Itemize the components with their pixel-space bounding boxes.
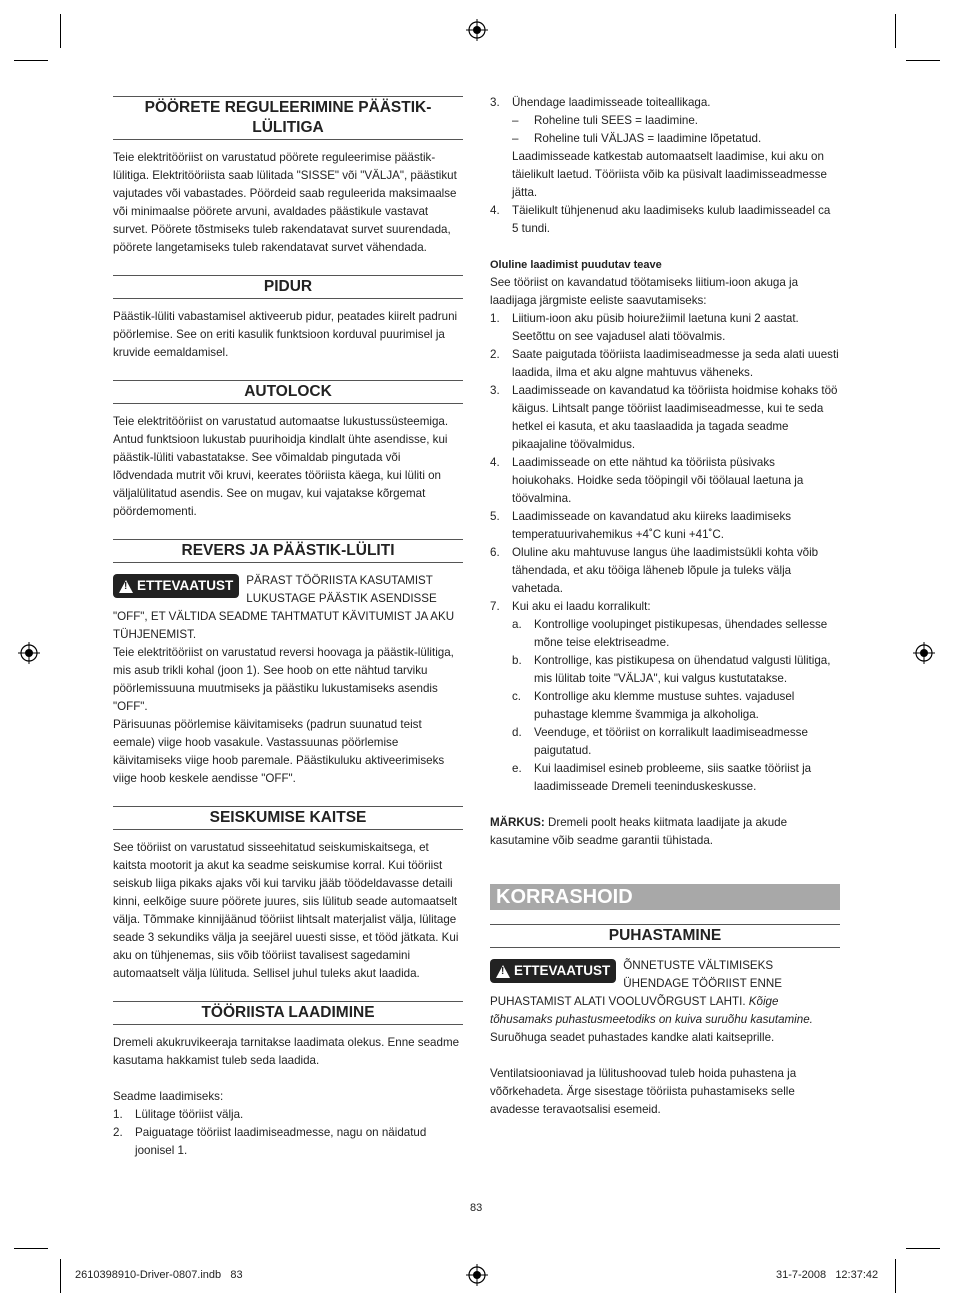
crop-mark (14, 1248, 48, 1249)
paragraph: Ventilatsiooniavad ja lülitushoovad tuleb hoida puhastena ja võõrkehadeta. Ärge sisestage tööriista puhastamiseks selle avadesse teravaotsalisi esemeid. (490, 1067, 797, 1116)
paragraph-text: Suruõhuga seadet puhastades kandke alati kaitseprille. (490, 1031, 775, 1044)
crop-mark (895, 14, 896, 48)
section-heading: REVERS JA PÄÄSTIK-LÜLITI (113, 539, 463, 563)
list-subitem: a. Kontrollige voolupinget pistikupesas, ühendades sellesse mõne teise elektriseadme. (512, 618, 828, 649)
warning-triangle-icon: ! (119, 580, 133, 593)
chapter-title: KORRASHOID (490, 884, 840, 910)
section-heading: PIDUR (113, 275, 463, 299)
list-item: 6. Oluline aku mahtuvuse langus ühe laadimistsükli kohta võib tähendada, et aku tööiga läheneb lõpule ja tuleks välja vahetada. (490, 546, 819, 595)
paragraph: Teie elektritööriist on varustatud reversi hoovaga ja päästik-lülitiga, mis asub trikli kohal (joon 1). See hoob on ette nähtud tarviku pöörlemissuuna muutmiseks ja päästiku lukustamiseks asendis "OFF". (113, 646, 454, 713)
list-subitem: d. Veenduge, et tööriist on korralikult laadimiseadmesse paigutatud. (512, 726, 808, 757)
paragraph: Teie elektritööriist on varustatud pöörete reguleerimise päästik-lülitiga. Elektritööriista saab lülitada "SISSE" või "VÄLJA", päästikut vajutades või vabastades. Pöördeid saab reguleerida maksimaalse või minimaalse pöörete arvuni, avaldades päästikule vastavat survet. Pöörete tõstmiseks tuleb rakendatavat survet suurendada, pöörete langetamiseks tuleb rakendatavat survet vähendada. (113, 151, 457, 254)
crop-mark (895, 1259, 896, 1293)
paragraph: Dremeli akukruvikeeraja tarnitakse laadimata olekus. Enne seadme kasutama hakkamist tuleb seda laadida. (113, 1036, 460, 1067)
list-item: 3. Laadimisseade on kavandatud ka tööriista hoidmise kohaks töö käigus. Lihtsalt pange tööriist laadimiseadmesse, kui te seda hetkel ei kasuta, et aku taaslaadida ja tagada seadme pikaajaline töövalmidus. (490, 384, 838, 451)
paragraph: Seadme laadimiseks: (113, 1090, 224, 1103)
registration-mark-icon (466, 19, 488, 41)
note-label: MÄRKUS: (490, 816, 545, 829)
warning-badge (113, 574, 239, 598)
warning-badge (490, 959, 616, 983)
footer-left: 2610398910-Driver-0807.indb 83 (75, 1269, 243, 1281)
list-subitem: b. Kontrollige, kas pistikupesa on ühendatud valgusti lülitiga, mis lülitab toite "VÄLJA", kui valgus kustutatakse. (512, 654, 831, 685)
section-heading: TÖÖRIISTA LAADIMINE (113, 1001, 463, 1025)
section-heading: PUHASTAMINE (490, 924, 840, 948)
warning-triangle-icon: ! (496, 965, 510, 978)
list-item: 1. Liitium-ioon aku püsib hoiurežiimil laetuna kuni 2 aastat. Seetõttu on see vajadusel alati töövalmis. (490, 312, 799, 343)
list-item: 5. Laadimisseade on kavandatud aku kiireks laadimiseks temperatuurivahemikus +4˚C kuni +41˚C. (490, 510, 792, 541)
warning-text: ÕNNETUSTE VÄLTIMISEKS ÜHENDAGE TÖÖRIIST ENNE PUHASTAMIST ALATI VOOLUVÕRGUST LAHTI. (490, 959, 782, 1008)
list-item: 7. Kui aku ei laadu korralikult: (490, 600, 651, 613)
list-item: 4. Laadimisseade on ette nähtud ka tööriista püsivaks hoiukohaks. Hoidke seda tööpingil või töölaual laetuna ja töövalmina. (490, 456, 804, 505)
right-column (490, 94, 840, 1119)
section-heading: AUTOLOCK (113, 380, 463, 404)
list-subitem: – Roheline tuli SEES = laadimine. (512, 114, 699, 127)
page-number: 83 (470, 1202, 483, 1214)
registration-mark-icon (18, 642, 40, 664)
paragraph: Teie elektritööriist on varustatud automaatse lukustussüsteemiga. Antud funktsioon lukustab puurihoidja kindlalt ühte asendisse, kui päästik-lüliti vabastatakse. See võimaldab pingutada või lõdvendada mutrit või kruvi, keerates tööriista käega, kui lüliti on väljalülitatud asendis. See on mugav, kui vajatakse kõrgemat pöördemomenti. (113, 415, 449, 518)
warning-label: ETTEVAATUST (137, 578, 234, 593)
crop-mark (906, 60, 940, 61)
warning-paragraph (490, 957, 840, 1047)
crop-mark (906, 1248, 940, 1249)
warning-paragraph (113, 572, 463, 644)
note-paragraph (490, 814, 840, 850)
list-item: 2. Saate paigutada tööriista laadimiseadmesse ja seda alati uuesti laadida, ilma et aku algne mahtuvus väheneks. (490, 348, 839, 379)
crop-mark (60, 14, 61, 48)
subheading: Oluline laadimist puudutav teave (490, 259, 662, 271)
italic-text: Kõige tõhusamaks puhastusmeetodiks on kuiva suruõhu kasutamine. (490, 995, 813, 1026)
section-heading: SEISKUMISE KAITSE (113, 806, 463, 830)
list-item: 4. Täielikult tühjenenud aku laadimiseks kulub laadimisseadel ca 5 tundi. (490, 204, 831, 235)
paragraph: Laadimisseade katkestab automaatselt laadimise, kui aku on täielikult laetud. Tööriista võib ka püsivalt laadimisseadmesse jätta. (512, 150, 827, 199)
footer-right: 31-7-2008 12:37:42 (776, 1269, 879, 1281)
registration-mark-icon (913, 642, 935, 664)
list-item: 2. Paiguatage tööriist laadimiseadmesse, nagu on näidatud joonisel 1. (113, 1126, 427, 1157)
paragraph: See tööriist on varustatud sisseehitatud seiskumiskaitsega, et kaitsta mootorit ja akut ka seadme seiskumise korral. Kui tööriist seiskub liiga pikaks ajaks või kui tarviku jääb töödeldavasse detaili kinni, eelkõige suure pöörete juures, siis lülitub seade automaatselt välja. Tõmmake kinnijäänud tööriist lihtsalt materjalist välja, lülitage seade 3 sekundiks välja ja seejärel uuesti sisse, et tööd jätkata. Kui aku on tühjenemas, siis võib tööriist tavalisest sagedamini automaatselt välja lülituda. Sellisel juhul tuleks akut laadida. (113, 841, 459, 980)
warning-label: ETTEVAATUST (514, 963, 611, 978)
registration-mark-icon (466, 1264, 488, 1286)
list-subitem: – Roheline tuli VÄLJAS = laadimine lõpetatud. (512, 132, 762, 145)
paragraph: See tööriist on kavandatud töötamiseks liitium-ioon akuga ja laadijaga järgmiste eeliste saavutamiseks: (490, 276, 799, 307)
note-text: Dremeli poolt heaks kiitmata laadijate ja akude kasutamine võib seadme garantii tühistada. (490, 816, 788, 847)
warning-text: PÄRAST TÖÖRIISTA KASUTAMIST LUKUSTAGE PÄÄSTIK ASENDISSE "OFF", ET VÄLTIDA SEADME TAHTMATUT KÄVITUMIST JA AKU TÜHJENEMIST. (113, 574, 455, 641)
paragraph: Pärisuunas pöörlemise käivitamiseks (padrun suunatud teist eemale) viige hoob vasakule. Vastassuunas pöörlemise käivitamiseks viige hoob paremale. Päästikuluku aktiveerimiseks viige hoob keskele aendisse "OFF". (113, 718, 445, 785)
paragraph: Päästik-lüliti vabastamisel aktiveerub pidur, peatades kiirelt padruni pöörlemise. See on eriti kasulik funktsioon korduval puurimisel ja kruvide eemaldamisel. (113, 310, 458, 359)
crop-mark (60, 1259, 61, 1293)
list-subitem: e. Kui laadimisel esineb probleeme, siis saatke tööriist ja laadimisseade Dremeli teeninduskeskusse. (512, 762, 812, 793)
section-heading: PÖÖRETE REGULEERIMINE PÄÄSTIK-LÜLITIGA (113, 96, 463, 140)
list-item: 3. Ühendage laadimisseade toiteallikaga. (490, 96, 711, 109)
crop-mark (14, 60, 48, 61)
list-subitem: c. Kontrollige aku klemme mustuse suhtes. vajadusel puhastage klemme švammiga ja alkoholiga. (512, 690, 795, 721)
left-column (113, 96, 463, 1160)
list-item: 1. Lülitage tööriist välja. (113, 1108, 244, 1121)
